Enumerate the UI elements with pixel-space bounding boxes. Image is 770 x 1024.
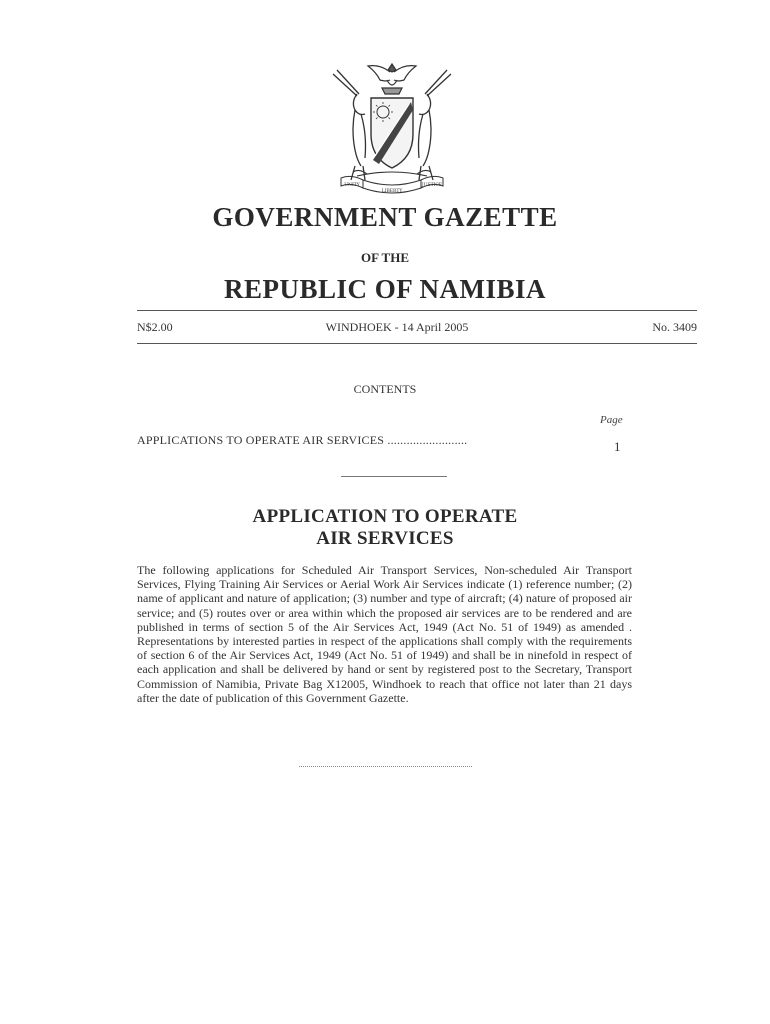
page-column-label: Page	[600, 414, 623, 426]
toc-entry-page: 1	[614, 439, 621, 454]
place-date-text: WINDHOEK - 14 April 2005	[325, 320, 469, 334]
eagle-icon	[368, 64, 416, 94]
motto-left: UNITY	[344, 183, 360, 188]
coat-of-arms-emblem	[327, 56, 457, 206]
gazette-republic: REPUBLIC OF NAMIBIA	[223, 274, 547, 304]
gazette-title: GOVERNMENT GAZETTE	[212, 202, 558, 232]
notice-body: The following applications for Scheduled Air Transport Services, Non-scheduled Air Transport Services, Flying Training Air Services or Aerial Work Air Services indicate (1) reference number; (2) name of applicant and nature of application; (3) number and type of aircraft; (4) nature of proposed air service; and (5) routes over or area within which the proposed air services are to be rendered and are published in terms of section 5 of the Air Services Act, 1949 (Act No. 51 of 1949) as amended . Representations by interested parties in respect of the applications shall comply with the requirements of section 6 of the Air Services Act, 1949 (Act No. 51 of 1949) and shall be in ninefold in respect of each application and shall be delivered by hand or sent by registered post to the Secretary, Transport Commission of Namibia, Private Bag X12005, Windhoek to reach that office not later than 21 days after the date of publication of this Government Gazette.	[137, 563, 632, 705]
contents-heading: CONTENTS	[353, 382, 417, 396]
motto-center: LIBERTY	[381, 189, 403, 194]
notice-title-line1: APPLICATION TO OPERATE	[252, 506, 518, 527]
motto-right: JUSTICE	[421, 183, 443, 188]
notice-title-line2: AIR SERVICES	[316, 528, 454, 549]
issue-number-text: No. 3409	[652, 320, 697, 334]
toc-entry-label: APPLICATIONS TO OPERATE AIR SERVICES .........................	[137, 433, 468, 447]
left-oryx-icon	[333, 70, 366, 180]
header-rule-top	[137, 310, 697, 311]
gazette-of-the: OF THE	[360, 250, 410, 265]
price-text: N$2.00	[137, 320, 173, 334]
right-oryx-icon	[419, 70, 452, 180]
header-rule-bottom	[137, 343, 697, 344]
shield-icon	[371, 98, 413, 168]
end-divider	[299, 766, 472, 767]
section-divider	[341, 476, 447, 477]
